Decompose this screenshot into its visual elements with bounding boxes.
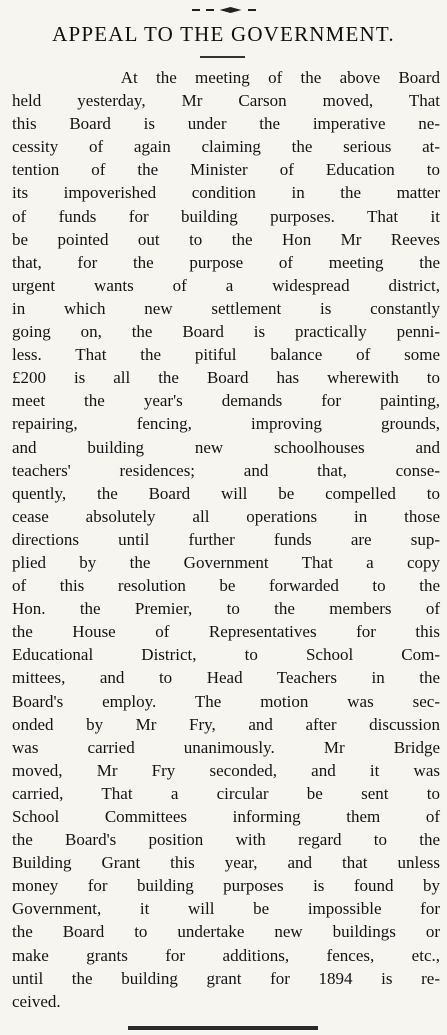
article-line: moved, Mr Fry seconded, and it was bbox=[12, 760, 440, 780]
bottom-rule bbox=[128, 1026, 318, 1030]
article-line: its impoverished condition in the matter bbox=[12, 183, 440, 203]
article-line: and building new schoolhouses and bbox=[12, 437, 440, 457]
ornament-dash bbox=[248, 9, 256, 11]
article-line: School Committees informing them of bbox=[12, 807, 440, 826]
article-line: Government, it will be impossible for bbox=[12, 899, 440, 919]
article-line: Hon. the Premier, to the members of bbox=[12, 599, 440, 619]
article-line: tention of the Minister of Education to bbox=[12, 160, 440, 180]
article-line: of funds for building purposes. That it bbox=[12, 206, 440, 226]
ornament-dash bbox=[206, 9, 214, 11]
article-line: ceived. bbox=[12, 991, 61, 1011]
article-line: cease absolutely all operations in those bbox=[12, 506, 440, 526]
article-line: teachers' residences; and that, conse- bbox=[12, 460, 440, 480]
article-line: onded by Mr Fry, and after discussion bbox=[12, 714, 440, 734]
article-line: the Board to undertake new buildings or bbox=[12, 922, 440, 942]
article-body bbox=[12, 66, 440, 1013]
article-line: Educational District, to School Com- bbox=[12, 645, 440, 665]
article-line: Board's employ. The motion was sec- bbox=[12, 691, 440, 711]
article-line: that, for the purpose of meeting the bbox=[12, 252, 440, 272]
headline-rule bbox=[200, 56, 245, 58]
article-line: £200 is all the Board has wherewith to bbox=[12, 368, 440, 388]
article-line: Building Grant this year, and that unless bbox=[12, 853, 440, 873]
article-line: this Board is under the imperative ne- bbox=[12, 114, 440, 134]
top-ornament bbox=[0, 4, 447, 16]
article-line: At the meeting of the above Board bbox=[12, 68, 440, 87]
article-line: urgent wants of a widespread district, bbox=[12, 275, 440, 295]
ornament-diamond bbox=[220, 7, 242, 13]
article-line: directions until further funds are sup- bbox=[12, 529, 440, 549]
article-line: until the building grant for 1894 is re- bbox=[12, 968, 440, 988]
article-line: held yesterday, Mr Carson moved, That bbox=[12, 91, 440, 111]
article-line: mittees, and to Head Teachers in the bbox=[12, 668, 440, 688]
article-line: the Board's position with regard to the bbox=[12, 830, 440, 850]
article-line: plied by the Government That a copy bbox=[12, 552, 440, 572]
article-line: money for building purposes is found by bbox=[12, 876, 440, 896]
article-line: cessity of again claiming the serious at- bbox=[12, 137, 440, 157]
article-line: was carried unanimously. Mr Bridge bbox=[12, 737, 440, 757]
article-line: meet the year's demands for painting, bbox=[12, 391, 440, 411]
article-line: be pointed out to the Hon Mr Reeves bbox=[12, 229, 440, 249]
article-line: repairing, fencing, improving grounds, bbox=[12, 414, 440, 434]
article-line: the House of Representatives for this bbox=[12, 622, 440, 642]
article-line: carried, That a circular be sent to bbox=[12, 783, 440, 803]
article-line: quently, the Board will be compelled to bbox=[12, 483, 440, 503]
article-line: make grants for additions, fences, etc., bbox=[12, 945, 440, 965]
ornament-dash bbox=[192, 9, 200, 11]
article-line: going on, the Board is practically penni- bbox=[12, 322, 440, 342]
article-headline: APPEAL TO THE GOVERNMENT. bbox=[52, 22, 395, 46]
article-line: less. That the pitiful balance of some bbox=[12, 345, 440, 365]
article-line: of this resolution be forwarded to the bbox=[12, 576, 440, 596]
article-line: in which new settlement is constantly bbox=[12, 298, 440, 318]
